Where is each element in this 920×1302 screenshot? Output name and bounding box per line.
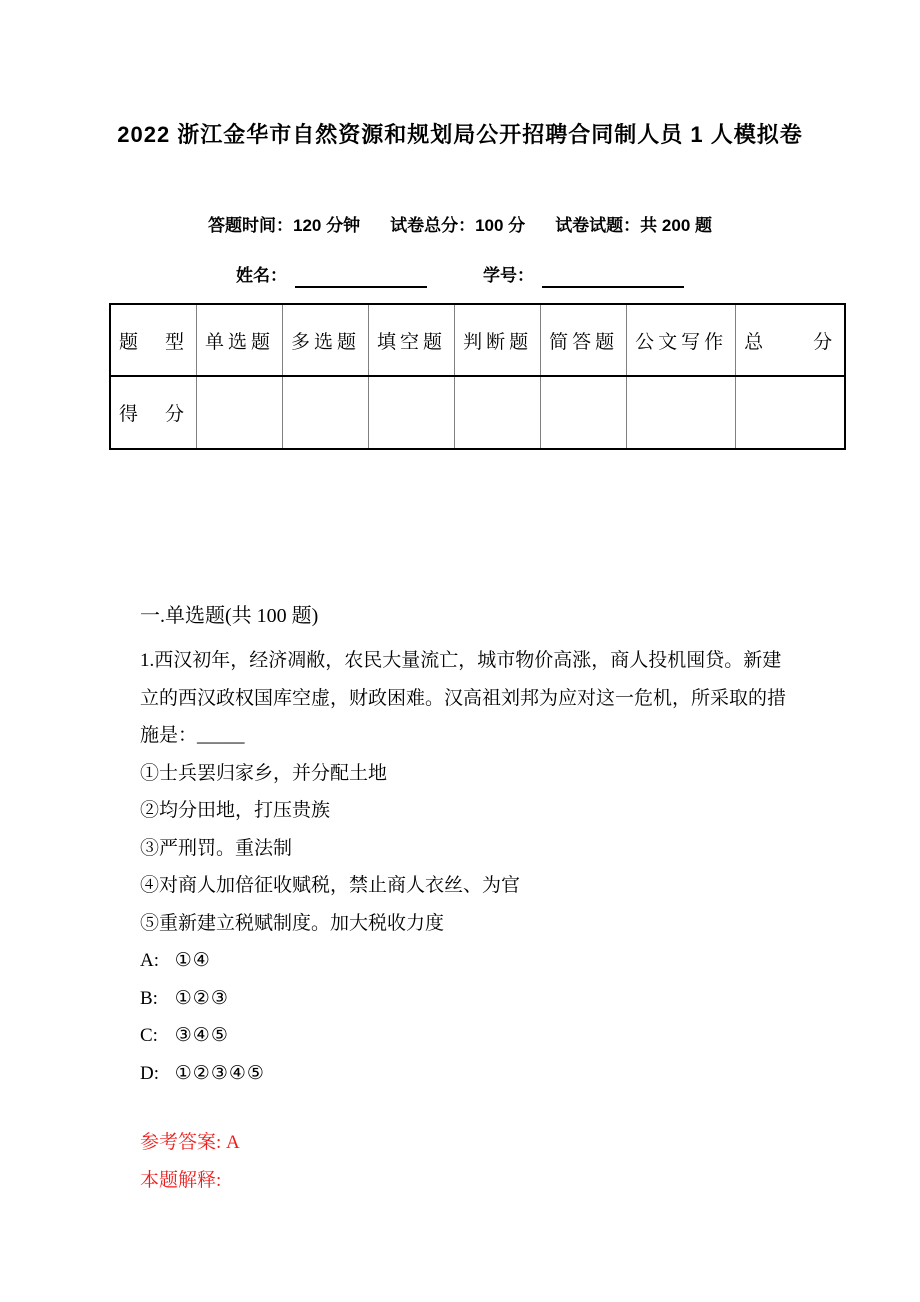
score-cell-short-answer — [541, 376, 627, 449]
choice-b — [140, 980, 790, 1018]
header-total-score: 总 分 — [736, 304, 846, 376]
score-table-header-row — [110, 304, 845, 376]
student-id-label: 学号： — [483, 266, 534, 285]
choice-a — [140, 942, 790, 980]
question-stem-line-1: 1.西汉初年，经济凋敝，农民大量流亡，城市物价高涨，商人投机囤贷。新建 — [140, 650, 782, 671]
choice-d-label: D: — [140, 1062, 159, 1084]
choice-c-label: C: — [140, 1025, 158, 1046]
exam-info-line — [0, 214, 920, 238]
score-cell-official-writing — [627, 376, 736, 449]
exam-time-label: 答题时间：120 分钟 — [208, 216, 361, 235]
choice-a-value: ①④ — [174, 950, 211, 971]
question-1 — [140, 642, 790, 1199]
score-table — [109, 303, 846, 450]
header-short-answer: 简答题 — [541, 304, 627, 376]
score-cell-fill-blank — [369, 376, 455, 449]
statement-5: ⑤重新建立税赋制度。加大税收力度 — [140, 912, 445, 934]
choice-c — [140, 1017, 790, 1055]
choice-b-value: ①②③ — [174, 987, 229, 1009]
score-cell-multi-choice — [283, 376, 369, 449]
choice-d — [140, 1055, 790, 1093]
choice-b-label: B: — [140, 987, 158, 1009]
score-cell-true-false — [455, 376, 541, 449]
statement-1: ①士兵罢归家乡，并分配土地 — [140, 762, 388, 784]
score-cell-single-choice — [197, 376, 283, 449]
statement-4: ④对商人加倍征收赋税，禁止商人衣丝、为官 — [140, 875, 521, 896]
header-question-type: 题 型 — [110, 304, 197, 376]
header-multi-choice: 多选题 — [283, 304, 369, 376]
statement-2: ②均分田地，打压贵族 — [140, 800, 331, 821]
exam-question-count-label: 试卷试题：共 200 题 — [555, 216, 712, 235]
question-stem-line-2: 立的西汉政权国库空虚，财政困难。汉高祖刘邦为应对这一危机，所采取的措 — [140, 687, 787, 709]
score-row-label: 得 分 — [110, 376, 197, 449]
section-heading: 一.单选题(共 100 题) — [140, 605, 319, 627]
identity-line — [0, 264, 920, 288]
exam-total-score-label: 试卷总分：100 分 — [390, 216, 526, 235]
student-id-blank-line — [542, 268, 684, 288]
header-single-choice: 单选题 — [197, 304, 283, 376]
page-title: 2022 浙江金华市自然资源和规划局公开招聘合同制人员 1 人模拟卷 — [117, 122, 803, 147]
statement-3: ③严刑罚。重法制 — [140, 837, 293, 859]
choice-c-value: ③④⑤ — [174, 1025, 229, 1046]
choice-d-value: ①②③④⑤ — [174, 1062, 265, 1084]
header-true-false: 判断题 — [455, 304, 541, 376]
name-label: 姓名： — [236, 266, 287, 285]
explanation-label: 本题解释: — [140, 1169, 222, 1191]
header-official-writing: 公文写作 — [627, 304, 736, 376]
score-cell-total — [736, 376, 846, 449]
reference-answer: 参考答案: A — [140, 1132, 240, 1153]
choice-a-label: A: — [140, 950, 159, 971]
question-stem-line-3: 施是：_____ — [140, 725, 245, 746]
score-table-score-row — [110, 376, 845, 449]
header-fill-blank: 填空题 — [369, 304, 455, 376]
name-blank-line — [295, 268, 427, 288]
